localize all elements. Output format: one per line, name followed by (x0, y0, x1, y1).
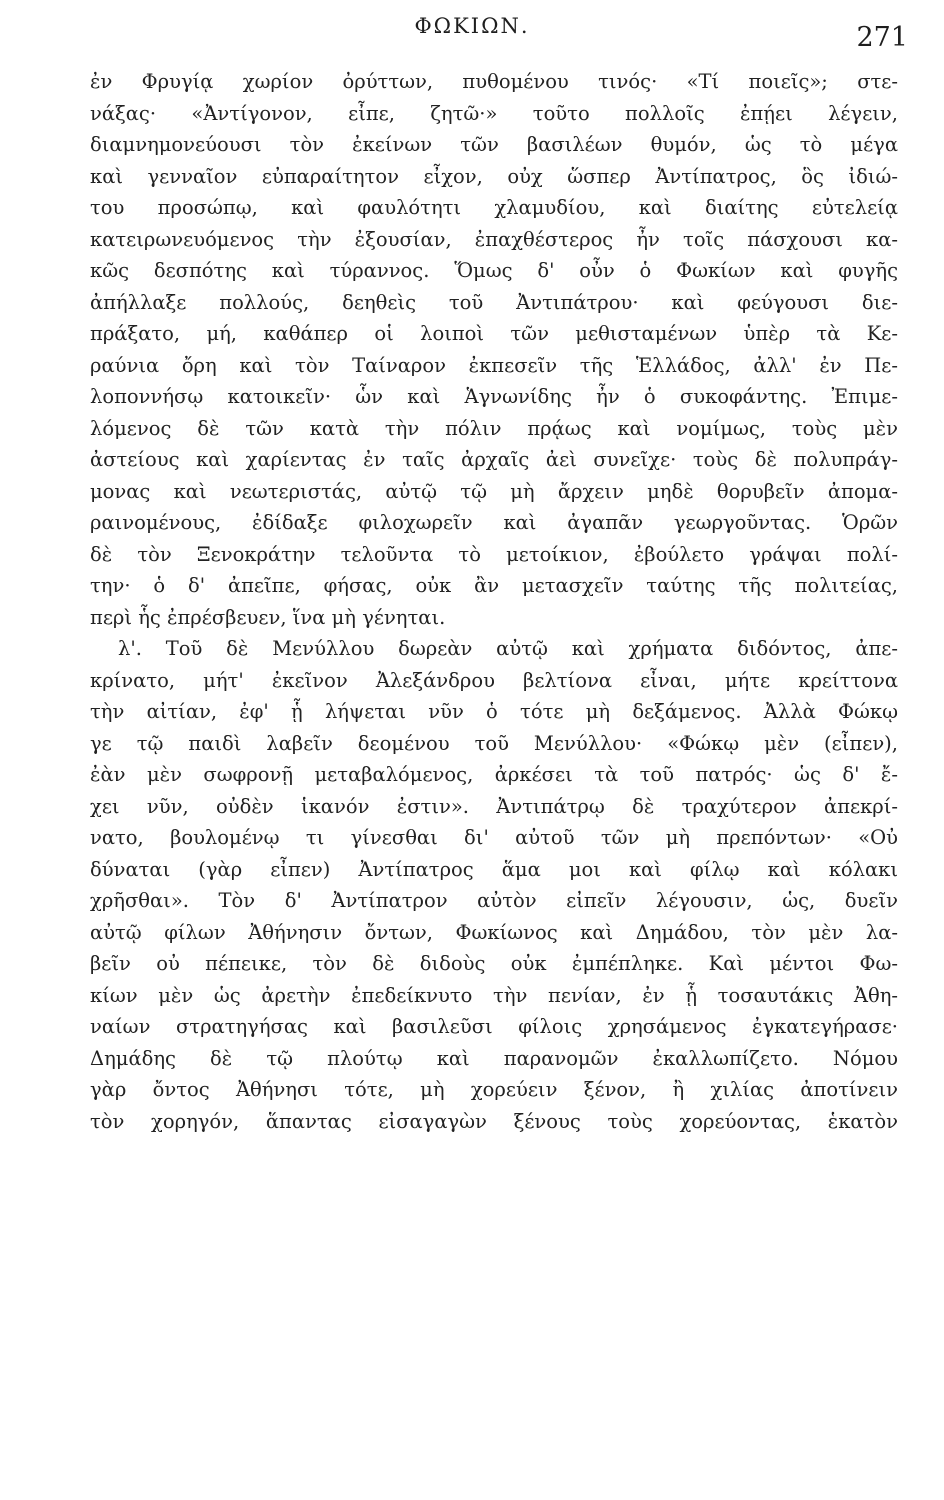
text-line: αὐτῷ φίλων Ἀθήνησιν ὄντων, Φωκίωνος καὶ Δημάδου, τὸν μὲν λα- (90, 920, 898, 944)
text-line: ναίων στρατηγήσας καὶ βασιλεῦσι φίλοις χρησάμενος ἐγκατεγήρασε· (90, 1015, 898, 1038)
text-line: ἐὰν μὲν σωφρονῇ μεταβαλόμενος, ἀρκέσει τὰ τοῦ πατρός· ὡς δ' ἔ- (90, 763, 898, 786)
page-number: 271 (856, 22, 908, 53)
text-line: διαμνημονεύουσι τὸν ἐκείνων τῶν βασιλέων θυμόν, ὡς τὸ μέγα (90, 133, 898, 156)
text-line: μονας καὶ νεωτεριστάς, αὐτῷ τῷ μὴ ἄρχειν μηδὲ θορυβεῖν ἀπομα- (90, 479, 898, 503)
text-line: λόμενος δὲ τῶν κατὰ τὴν πόλιν πρᾴως καὶ νομίμως, τοὺς μὲν (90, 416, 898, 440)
text-line: ραύνια ὄρη καὶ τὸν Ταίναρον ἐκπεσεῖν τῆς Ἑλλάδος, ἀλλ' ἐν Πε- (90, 353, 898, 377)
text-line: δὲ τὸν Ξενοκράτην τελοῦντα τὸ μετοίκιον, ἐβούλετο γράψαι πολί- (90, 542, 898, 566)
text-line: χρῆσθαι». Τὸν δ' Ἀντίπατρον αὐτὸν εἰπεῖν λέγουσιν, ὡς, δυεῖν (90, 889, 898, 912)
text-line: γε τῷ παιδὶ λαβεῖν δεομένου τοῦ Μενύλλου· «Φώκῳ μὲν (εἶπεν), (90, 731, 898, 755)
text-line: λοποννήσῳ κατοικεῖν· ὧν καὶ Ἁγνωνίδης ἦν ὁ συκοφάντης. Ἐπιμε- (90, 385, 898, 408)
text-line: γὰρ ὄντος Ἀθήνησι τότε, μὴ χορεύειν ξένον, ἢ χιλίας ἀποτίνειν (90, 1078, 898, 1101)
paragraph-end-line: περὶ ἧς ἐπρέσβευεν, ἵνα μὴ γένηται. (90, 605, 446, 629)
running-title: ΦΩΚΙΩΝ. (414, 14, 530, 38)
text-line: ἐν Φρυγίᾳ χωρίον ὀρύττων, πυθομένου τινός· «Τί ποιεῖς»; στε- (90, 70, 898, 93)
text-line: καὶ γενναῖον εὐπαραίτητον εἶχον, οὐχ ὥσπερ Ἀντίπατρος, ὃς ἰδιώ- (90, 164, 898, 188)
text-line: τὴν αἰτίαν, ἐφ' ᾗ λήψεται νῦν ὁ τότε μὴ δεξάμενος. Ἀλλὰ Φώκῳ (90, 700, 898, 723)
text-line: ἀπήλλαξε πολλούς, δεηθεὶς τοῦ Ἀντιπάτρου· καὶ φεύγουσι διε- (90, 290, 898, 314)
section-start-line: λ'. Τοῦ δὲ Μενύλλου δωρεὰν αὐτῷ καὶ χρήματα διδόντος, ἀπε- (118, 637, 898, 660)
text-line: κρίνατο, μήτ' ἐκεῖνον Ἀλεξάνδρου βελτίονα εἶναι, μήτε κρείττονα (90, 668, 898, 692)
text-line: του προσώπῳ, καὶ φαυλότητι χλαμυδίου, καὶ διαίτης εὐτελείᾳ (90, 196, 898, 219)
body-text (90, 66, 898, 1137)
text-line: κίων μὲν ὡς ἀρετὴν ἐπεδείκνυτο τὴν πενίαν, ἐν ᾗ τοσαυτάκις Ἀθη- (90, 983, 898, 1007)
text-line: χει νῦν, οὐδὲν ἱκανόν ἐστιν». Ἀντιπάτρῳ δὲ τραχύτερον ἀπεκρί- (90, 794, 898, 818)
text-line: ραινομένους, ἐδίδαξε φιλοχωρεῖν καὶ ἀγαπᾶν γεωργοῦντας. Ὁρῶν (90, 511, 898, 534)
text-line: Δημάδης δὲ τῷ πλούτῳ καὶ παρανομῶν ἐκαλλωπίζετο. Νόμου (90, 1046, 898, 1070)
text-line: ἀστείους καὶ χαρίεντας ἐν ταῖς ἀρχαῖς ἀεὶ συνεῖχε· τοὺς δὲ πολυπράγ- (90, 448, 898, 471)
text-line: δύναται (γὰρ εἶπεν) Ἀντίπατρος ἅμα μοι καὶ φίλῳ καὶ κόλακι (90, 857, 898, 881)
text-line: κατειρωνευόμενος τὴν ἐξουσίαν, ἐπαχθέστερος ἦν τοῖς πάσχουσι κα- (90, 227, 898, 251)
text-line: τὸν χορηγόν, ἅπαντας εἰσαγαγὼν ξένους τοὺς χορεύοντας, ἑκατὸν (90, 1109, 898, 1133)
text-line: κῶς δεσπότης καὶ τύραννος. Ὅμως δ' οὖν ὁ Φωκίων καὶ φυγῆς (90, 259, 898, 282)
text-line: βεῖν οὐ πέπεικε, τὸν δὲ διδοὺς οὐκ ἐμπέπληκε. Καὶ μέντοι Φω- (90, 952, 898, 975)
text-line: νάξας· «Ἀντίγονον, εἶπε, ζητῶ·» τοῦτο πολλοῖς ἐπῄει λέγειν, (90, 101, 898, 125)
text-line: την· ὁ δ' ἀπεῖπε, φήσας, οὐκ ἂν μετασχεῖν ταύτης τῆς πολιτείας, (90, 574, 898, 597)
text-line: νατο, βουλομένῳ τι γίνεσθαι δι' αὐτοῦ τῶν μὴ πρεπόντων· «Οὐ (90, 826, 898, 849)
text-line: πράξατο, μή, καθάπερ οἱ λοιποὶ τῶν μεθισταμένων ὑπὲρ τὰ Κε- (90, 322, 898, 345)
